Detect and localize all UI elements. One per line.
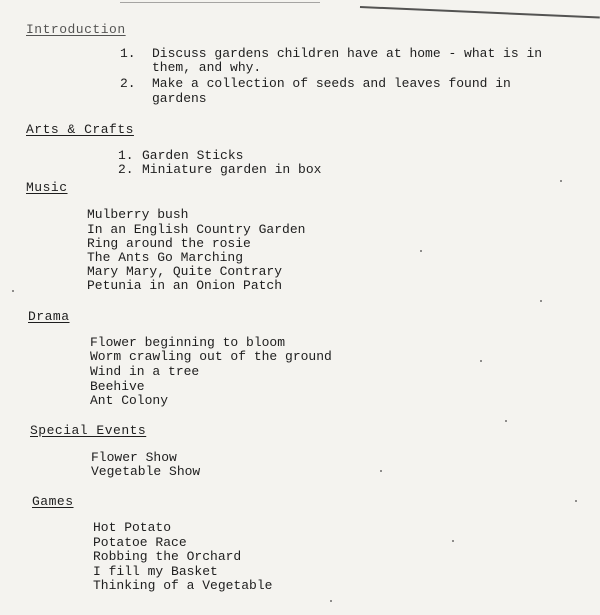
list-item: Flower beginning to bloom	[90, 335, 286, 350]
list-item: 1. Garden Sticks	[118, 148, 244, 163]
scan-speck	[380, 470, 382, 472]
section-heading-arts-crafts: Arts & Crafts	[26, 122, 134, 137]
list-item: Wind in a tree	[90, 364, 200, 379]
list-item-continued: gardens	[152, 91, 207, 106]
list-item: Hot Potato	[93, 520, 172, 535]
list-item: Ring around the rosie	[87, 236, 251, 251]
list-item: Vegetable Show	[91, 464, 201, 479]
list-item: 2. Miniature garden in box	[118, 162, 322, 177]
scan-speck	[12, 290, 14, 292]
scan-mark	[120, 2, 320, 3]
list-item: Robbing the Orchard	[93, 549, 242, 564]
list-item: Flower Show	[91, 450, 177, 465]
section-heading-games: Games	[32, 494, 74, 509]
list-item: Beehive	[90, 379, 145, 394]
list-item: 1. Discuss gardens children have at home - what is in	[120, 46, 543, 61]
list-item: The Ants Go Marching	[87, 250, 244, 265]
scan-speck	[505, 420, 507, 422]
scan-speck	[452, 540, 454, 542]
list-item-continued: them, and why.	[152, 60, 262, 75]
scan-speck	[330, 600, 332, 602]
scan-speck	[420, 250, 422, 252]
list-item: In an English Country Garden	[87, 222, 306, 237]
list-item: Potatoe Race	[93, 535, 187, 550]
scan-speck	[560, 180, 562, 182]
list-item: Mary Mary, Quite Contrary	[87, 264, 283, 279]
section-heading-special-events: Special Events	[30, 423, 147, 438]
list-item: I fill my Basket	[93, 564, 218, 579]
list-item: Worm crawling out of the ground	[90, 349, 332, 364]
list-item: Ant Colony	[90, 393, 169, 408]
list-item: Mulberry bush	[87, 207, 189, 222]
scan-mark	[360, 6, 600, 18]
scan-speck	[575, 500, 577, 502]
section-heading-drama: Drama	[28, 309, 70, 324]
list-item: Petunia in an Onion Patch	[87, 278, 283, 293]
scan-speck	[540, 300, 542, 302]
scan-speck	[480, 360, 482, 362]
list-item: Thinking of a Vegetable	[93, 578, 273, 593]
list-item: 2. Make a collection of seeds and leaves found in	[120, 76, 511, 91]
section-heading-music: Music	[26, 180, 68, 195]
section-heading-introduction: Introduction	[26, 22, 126, 37]
